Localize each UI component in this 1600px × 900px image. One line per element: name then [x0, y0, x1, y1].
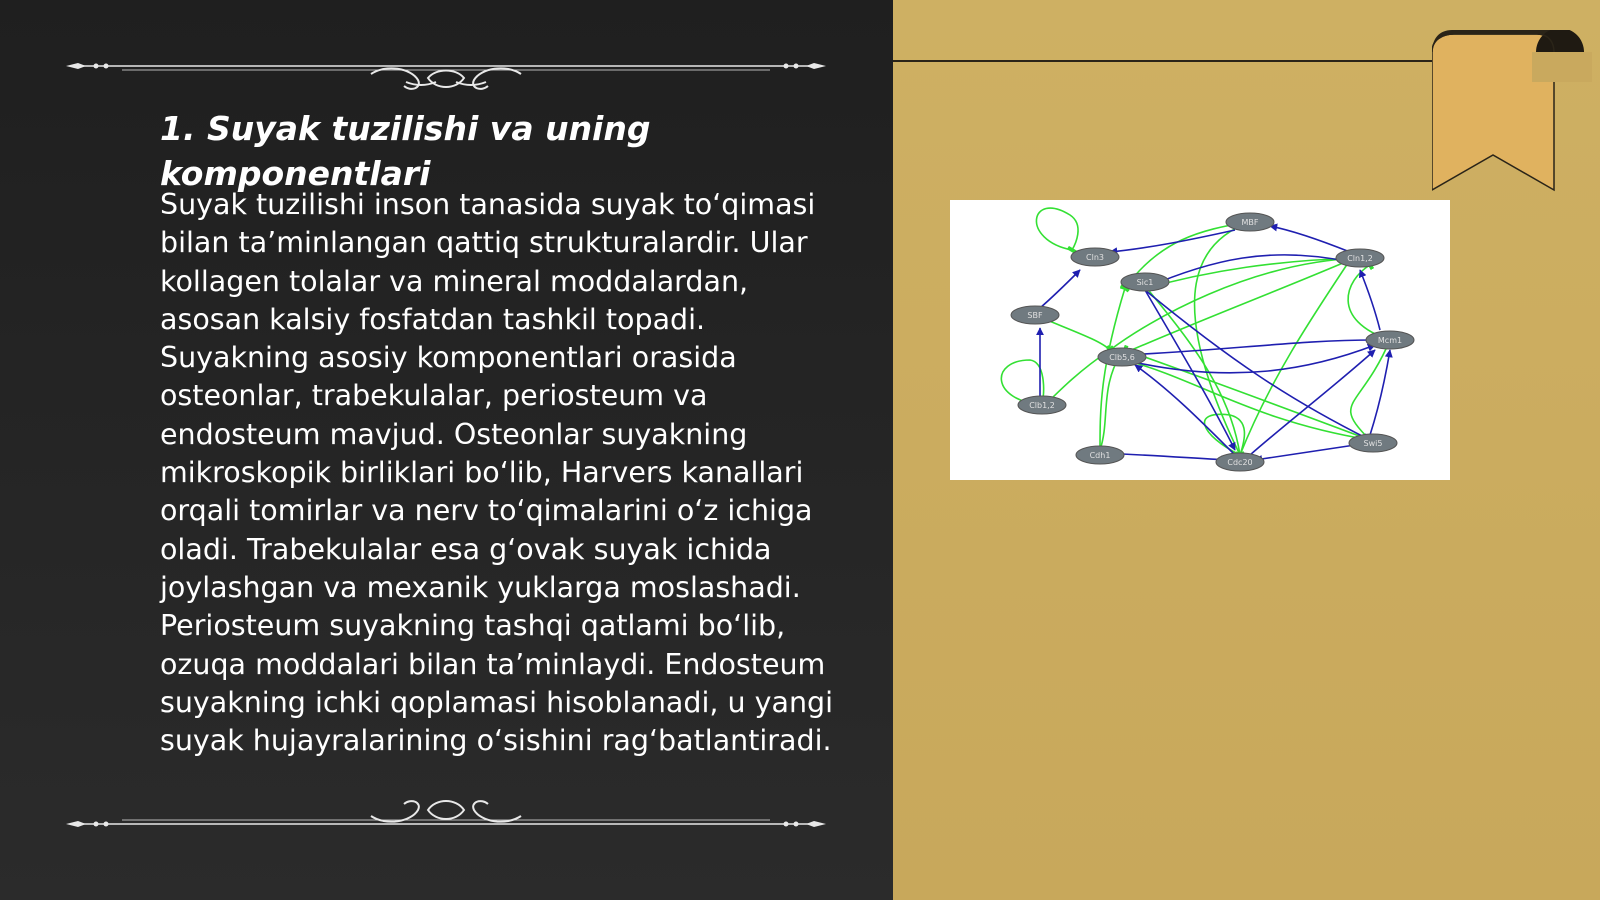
node-label: Clb5,6 [1109, 353, 1135, 362]
bottom-ornament-divider [66, 786, 826, 834]
slide-title: 1. Suyak tuzilishi va uning komponentlari [160, 109, 651, 193]
network-diagram [950, 200, 1450, 480]
node-label: Mcm1 [1377, 336, 1403, 345]
slide-body-text: Suyak tuzilishi inson tanasida suyak to‘qimasi bilan ta’minlangan qattiq strukturalardir. Ular kollagen tolalar va mineral moddalardan, asosan kalsiy fosfatdan tashkil topadi. Suyakning asosiy komponentlari orasida osteonlar, trabekulalar, periosteum va endosteum mavjud. Osteonlar suyakning mikroskopik birliklari bo‘lib, Harvers kanallari orqali tomirlar va nerv to‘qimalarini o‘z ichiga oladi. Trabekulalar esa g‘ovak suyak ichida joylashgan va mexanik yuklarga moslashadi. Periosteum suyakning tashqi qatlami bo‘lib, ozuqa moddalari bilan ta’minlaydi. Endosteum suyakning ichki qoplamasi hisoblanadi, u yangi suyak hujayralarining o‘sishini rag‘batlantiradi. [160, 188, 834, 758]
node-label: Cln3 [1086, 253, 1104, 262]
node-label: Cdh1 [1089, 451, 1111, 460]
header-rule [893, 60, 1453, 62]
node-label: Cdc20 [1227, 458, 1253, 467]
node-label: Cln1,2 [1347, 254, 1373, 263]
network-diagram-figure [950, 200, 1450, 480]
bookmark-ribbon [1432, 30, 1592, 205]
node-label: Swi5 [1363, 439, 1383, 448]
top-ornament-divider [66, 42, 826, 90]
node-label: MBF [1241, 218, 1259, 227]
node-label: Clb1,2 [1029, 401, 1055, 410]
node-label: SBF [1027, 311, 1043, 320]
node-label: Sic1 [1136, 278, 1154, 287]
